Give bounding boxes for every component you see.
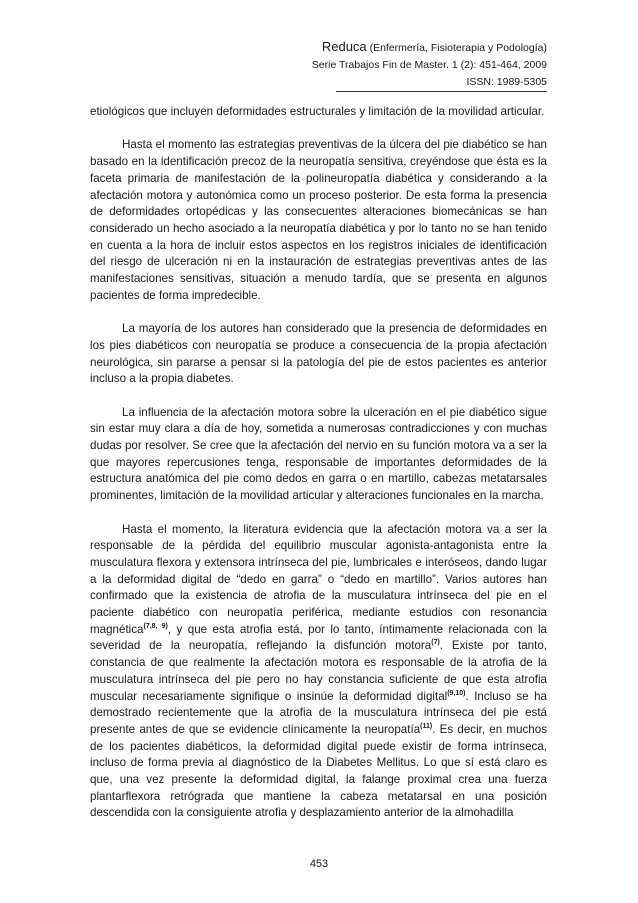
citation-ref: (11): [420, 722, 433, 730]
paragraph-literature-evidence: [90, 522, 547, 823]
text-segment: Hasta el momento, la literatura evidencia que la afectación motora va a ser la responsable de la pérdida del equilibrio muscular agonista-antagonista entre la musculatura flexora y extensora intrínseca del pie, lumbricales e interóseos, dando lugar a la deformidad digital de “dedo en garra” o “dedo en martillo”. Varios autores han confirmado que la existencia de atrofia de la musculatura intrínseca del pie en el paciente diabético con neuropatía periférica, mediante estudios con resonancia magnética: [90, 522, 547, 636]
journal-subtitle: (Enfermería, Fisioterapia y Podología): [369, 42, 547, 54]
series-line: Serie Trabajos Fin de Master. 1 (2): 451-464, 2009: [311, 59, 547, 71]
page-number: 453: [309, 858, 329, 870]
text-segment: , y que esta atrofia está, por lo tanto, íntimamente relacionada con la severidad de la neuropatía, reflejando la disfunción motora: [90, 622, 547, 653]
article-body: [90, 104, 547, 839]
text-segment: . Existe por tanto, constancia de que realmente la afectación motora es responsable de la atrofia de la musculatura intrínseca del pie pero no hay constancia suficiente de que esta atrofia muscular necesariamente signifique o insinúe la deformidad digital: [90, 639, 547, 703]
text-segment: . Incluso se ha demostrado recientemente que la atrofia de la musculatura intrínseca del pie está presente antes de que se evidencie clínicamente la neuropatía: [90, 689, 547, 736]
paragraph-continued: etiológicos que incluyen deformidades estructurales y limitación de la movilidad articular.: [90, 105, 545, 118]
journal-line: [312, 38, 547, 57]
citation-ref: (9,10): [447, 689, 466, 697]
journal-name: Reduca: [321, 39, 367, 54]
paragraph-motor-influence: La influencia de la afectación motora sobre la ulceración en el pie diabético sigue sin estar muy clara a día de hoy, sometida a numerosas contradicciones y con muchas dudas por resolver. Se cree que la afectación del nervio en su función motora va a ser la que mayores repercusiones tenga, responsable de importantes deformidades de la estructura anatómica del pie como dedos en garra o en martillo, cabezas metatarsales prominentes, limitación de la movilidad articular y alteraciones funcionales en la marcha.: [90, 405, 547, 503]
running-header: [312, 38, 547, 92]
citation-ref: (7): [431, 639, 440, 647]
citation-ref: (7,8, 9): [143, 622, 168, 630]
paragraph-preventive-strategies: Hasta el momento las estrategias preventivas de la úlcera del pie diabético se han basado en la identificación precoz de la neuropatía sensitiva, creyéndose que ésta es la faceta primaria de manifestación de la polineuropatía diabética y considerando a la afectación motora y autonómica como un proceso posterior. De esta forma la presencia de deformidades ortopédicas y las consecuentes alteraciones biomecánicas se han considerado un hecho asociado a la neuropatía diabética y por lo tanto no se han tenido en cuenta a la hora de incluir estos aspectos en los registros iniciales de identificación del riesgo de ulceración ni en la instauración de estrategias preventivas antes de las manifestaciones sensitivas, situación a menudo tardía, que se presenta en algunos pacientes de forma impredecible.: [90, 138, 547, 302]
text-segment: . Es decir, en muchos de los pacientes diabéticos, la deformidad digital puede existir de forma intrínseca, incluso de forma previa al diagnóstico de la Diabetes Mellitus. Lo que sí está claro es que, una vez presente la deformidad digital, la falange proximal crea una fuerza plantarflexora retrógrada que mantiene la cabeza metatarsal en una posición descendida con la consiguiente atrofia y desplazamiento anterior de la almohadilla: [90, 722, 547, 820]
issn: ISSN: 1989-5305: [336, 74, 547, 92]
paragraph-authors-opinion: La mayoría de los autores han considerado que la presencia de deformidades en los pies diabéticos con neuropatía se produce a consecuencia de la propia afectación neurológica, sin pararse a pensar si la patología del pie de estos pacientes es anterior incluso a la propia diabetes.: [90, 322, 547, 386]
